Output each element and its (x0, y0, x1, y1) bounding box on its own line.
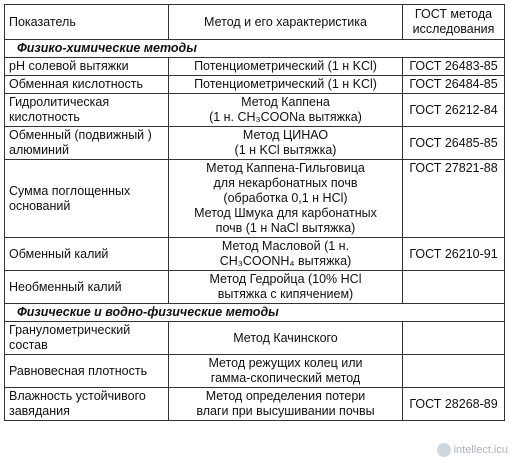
table-row (5, 238, 505, 271)
gost-cell: ГОСТ 26212-84 (403, 94, 505, 127)
method-cell (169, 127, 403, 160)
indicator-cell: Равновесная плотность (5, 355, 169, 388)
method-line: Метод определения потери (205, 389, 366, 403)
header-indicator: Показатель (5, 5, 169, 40)
table-row (5, 355, 505, 388)
gost-cell: ГОСТ 26483-85 (403, 58, 505, 76)
method-line: Метод ЦИНАО (242, 128, 329, 142)
method-cell (169, 58, 403, 76)
method-cell (169, 271, 403, 304)
method-cell (169, 76, 403, 94)
method-line: (1 н. CH₃COONa вытяжка) (209, 110, 362, 124)
table-body (5, 40, 505, 421)
indicator-cell: Обменный калий (5, 238, 169, 271)
method-line: Метод Качинского (233, 330, 338, 345)
header-gost-line1: ГОСТ метода (414, 7, 493, 21)
method-line: Потенциометрический (1 н KCl) (194, 59, 377, 73)
method-line: (обработка 0,1 н HCl) (223, 191, 348, 205)
method-cell (169, 322, 403, 355)
table-row (5, 58, 505, 76)
section-title: Физические и водно-физические методы (5, 304, 505, 322)
gost-cell (403, 355, 505, 388)
method-line: влаги при высушивании почвы (196, 404, 375, 418)
document (4, 4, 504, 421)
table-row (5, 160, 505, 238)
method-line: почв (1 н NaCl вытяжка) (215, 221, 356, 235)
watermark (437, 443, 508, 457)
indicator-cell: Гранулометрический состав (5, 322, 169, 355)
indicator-cell: Сумма поглощенных оснований (5, 160, 169, 238)
header-method: Метод и его характеристика (169, 5, 403, 40)
method-line: Метод режущих колец или (208, 356, 363, 370)
gost-cell (403, 322, 505, 355)
method-line: Метод Гедройца (10% HCl (209, 272, 362, 286)
section-title: Физико-химические методы (5, 40, 505, 58)
gost-cell: ГОСТ 27821-88 (403, 160, 505, 238)
gost-cell: ГОСТ 28268-89 (403, 388, 505, 421)
method-line: Потенциометрический (1 н KCl) (194, 77, 377, 91)
indicator-cell: Обменный (подвижный ) алюминий (5, 127, 169, 160)
methods-table (4, 4, 505, 421)
gost-cell: ГОСТ 26485-85 (403, 127, 505, 160)
method-line: CH₃COONH₄ вытяжка) (219, 254, 352, 268)
method-line: Метод Каппена (241, 95, 330, 109)
method-cell (169, 160, 403, 238)
method-cell (169, 355, 403, 388)
method-line: для некарбонатных почв (213, 176, 358, 190)
indicator-cell: Обменная кислотность (5, 76, 169, 94)
table-row (5, 271, 505, 304)
section-row (5, 40, 505, 58)
section-row (5, 304, 505, 322)
table-row (5, 388, 505, 421)
method-line: вытяжка с кипячением) (217, 287, 354, 301)
method-line: Метод Шмука для карбонатных (194, 206, 377, 220)
header-gost-line2: исследования (412, 22, 495, 36)
watermark-logo-icon (437, 443, 451, 457)
indicator-cell: Гидролитическая кислотность (5, 94, 169, 127)
gost-cell: ГОСТ 26484-85 (403, 76, 505, 94)
method-line: (1 н KCl вытяжка) (234, 143, 337, 157)
method-line: Метод Каппена-Гильговица (206, 161, 365, 175)
method-cell (169, 94, 403, 127)
watermark-text: intellect.icu (453, 444, 508, 456)
indicator-cell: Влажность устойчивого завядания (5, 388, 169, 421)
gost-cell (403, 271, 505, 304)
method-cell (169, 388, 403, 421)
table-row (5, 322, 505, 355)
header-gost (403, 5, 505, 40)
indicator-cell: pH солевой вытяжки (5, 58, 169, 76)
table-row (5, 94, 505, 127)
method-cell (169, 238, 403, 271)
gost-cell: ГОСТ 26210-91 (403, 238, 505, 271)
indicator-cell: Необменный калий (5, 271, 169, 304)
method-line: Метод Масловой (1 н. (221, 239, 350, 253)
table-header-row (5, 5, 505, 40)
table-row (5, 76, 505, 94)
method-line: гамма-скопический метод (210, 371, 361, 385)
table-row (5, 127, 505, 160)
